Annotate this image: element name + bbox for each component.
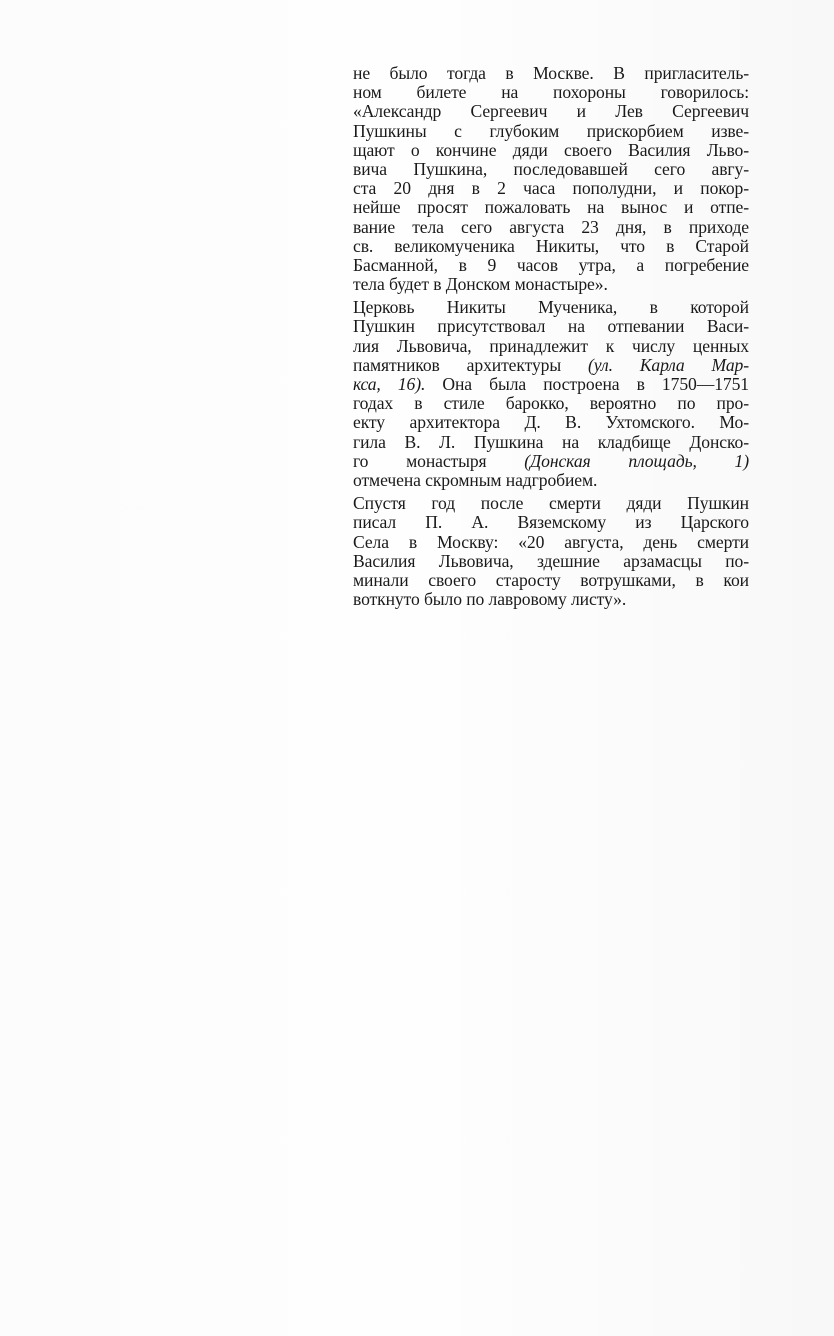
address-reference: кса, 16). bbox=[353, 374, 426, 394]
text-line: годах в стиле барокко, вероятно по про- bbox=[353, 393, 749, 414]
paragraph-funeral-invitation bbox=[353, 64, 749, 294]
text-line: щают о кончине дяди своего Василия Льво- bbox=[353, 139, 749, 160]
text-line: Василия Львовича, здешние арзамасцы по- bbox=[353, 550, 749, 571]
text-line: ном билете на похороны говорилось: bbox=[353, 82, 749, 103]
text-line: отмечена скромным надгробием. bbox=[353, 469, 598, 490]
text-fragment: го монастыря bbox=[353, 450, 525, 471]
text-line: Села в Москву: «20 августа, день смерти bbox=[353, 531, 749, 552]
text-line: минали своего старосту вотрушками, в кои bbox=[353, 569, 749, 590]
text-line: воткнуто было по лавровому листу». bbox=[353, 589, 627, 610]
text-line: лия Львовича, принадлежит к числу ценных bbox=[353, 335, 749, 356]
text-line: ста 20 дня в 2 часа пополудни, и покор- bbox=[353, 178, 749, 199]
text-line: вича Пушкина, последовавшей сего авгу- bbox=[353, 158, 749, 179]
text-line: «Александр Сергеевич и Лев Сергеевич bbox=[353, 101, 749, 122]
text-line: нейше просят пожаловать на вынос и отпе- bbox=[353, 197, 749, 218]
text-line: гила В. Л. Пушкина на кладбище Донско- bbox=[353, 431, 749, 452]
text-line: писал П. А. Вяземскому из Царского bbox=[353, 512, 749, 533]
text-line: Пушкин присутствовал на отпевании Васи- bbox=[353, 316, 749, 337]
text-line bbox=[353, 452, 749, 471]
paragraph-church bbox=[353, 298, 749, 490]
text-line: Спустя год после смерти дяди Пушкин bbox=[353, 493, 749, 514]
text-line: Пушкины с глубоким прискорбием изве- bbox=[353, 120, 749, 141]
text-line bbox=[353, 375, 749, 394]
text-line bbox=[353, 356, 749, 375]
paragraph-letter-vyazemsky bbox=[353, 494, 749, 609]
text-fragment: Она была построена в 1750—1751 bbox=[425, 374, 749, 394]
text-line: св. великомученика Никиты, что в Старой bbox=[353, 235, 749, 256]
text-line: Басманной, в 9 часов утра, а погребение bbox=[353, 254, 749, 275]
text-line: Церковь Никиты Мученика, в которой bbox=[353, 297, 749, 318]
text-fragment: памятников архитектуры bbox=[353, 354, 589, 375]
text-line: вание тела сего августа 23 дня, в приходе bbox=[353, 216, 749, 237]
address-reference: (ул. Карла Мар- bbox=[588, 354, 750, 375]
text-line: екту архитектора Д. В. Ухтомского. Мо- bbox=[353, 412, 749, 433]
text-line: тела будет в Донском монастыре». bbox=[353, 274, 608, 295]
address-reference: (Донская площадь, 1) bbox=[524, 450, 749, 471]
text-column bbox=[353, 64, 749, 609]
text-line: не было тогда в Москве. В пригласитель- bbox=[353, 63, 749, 83]
